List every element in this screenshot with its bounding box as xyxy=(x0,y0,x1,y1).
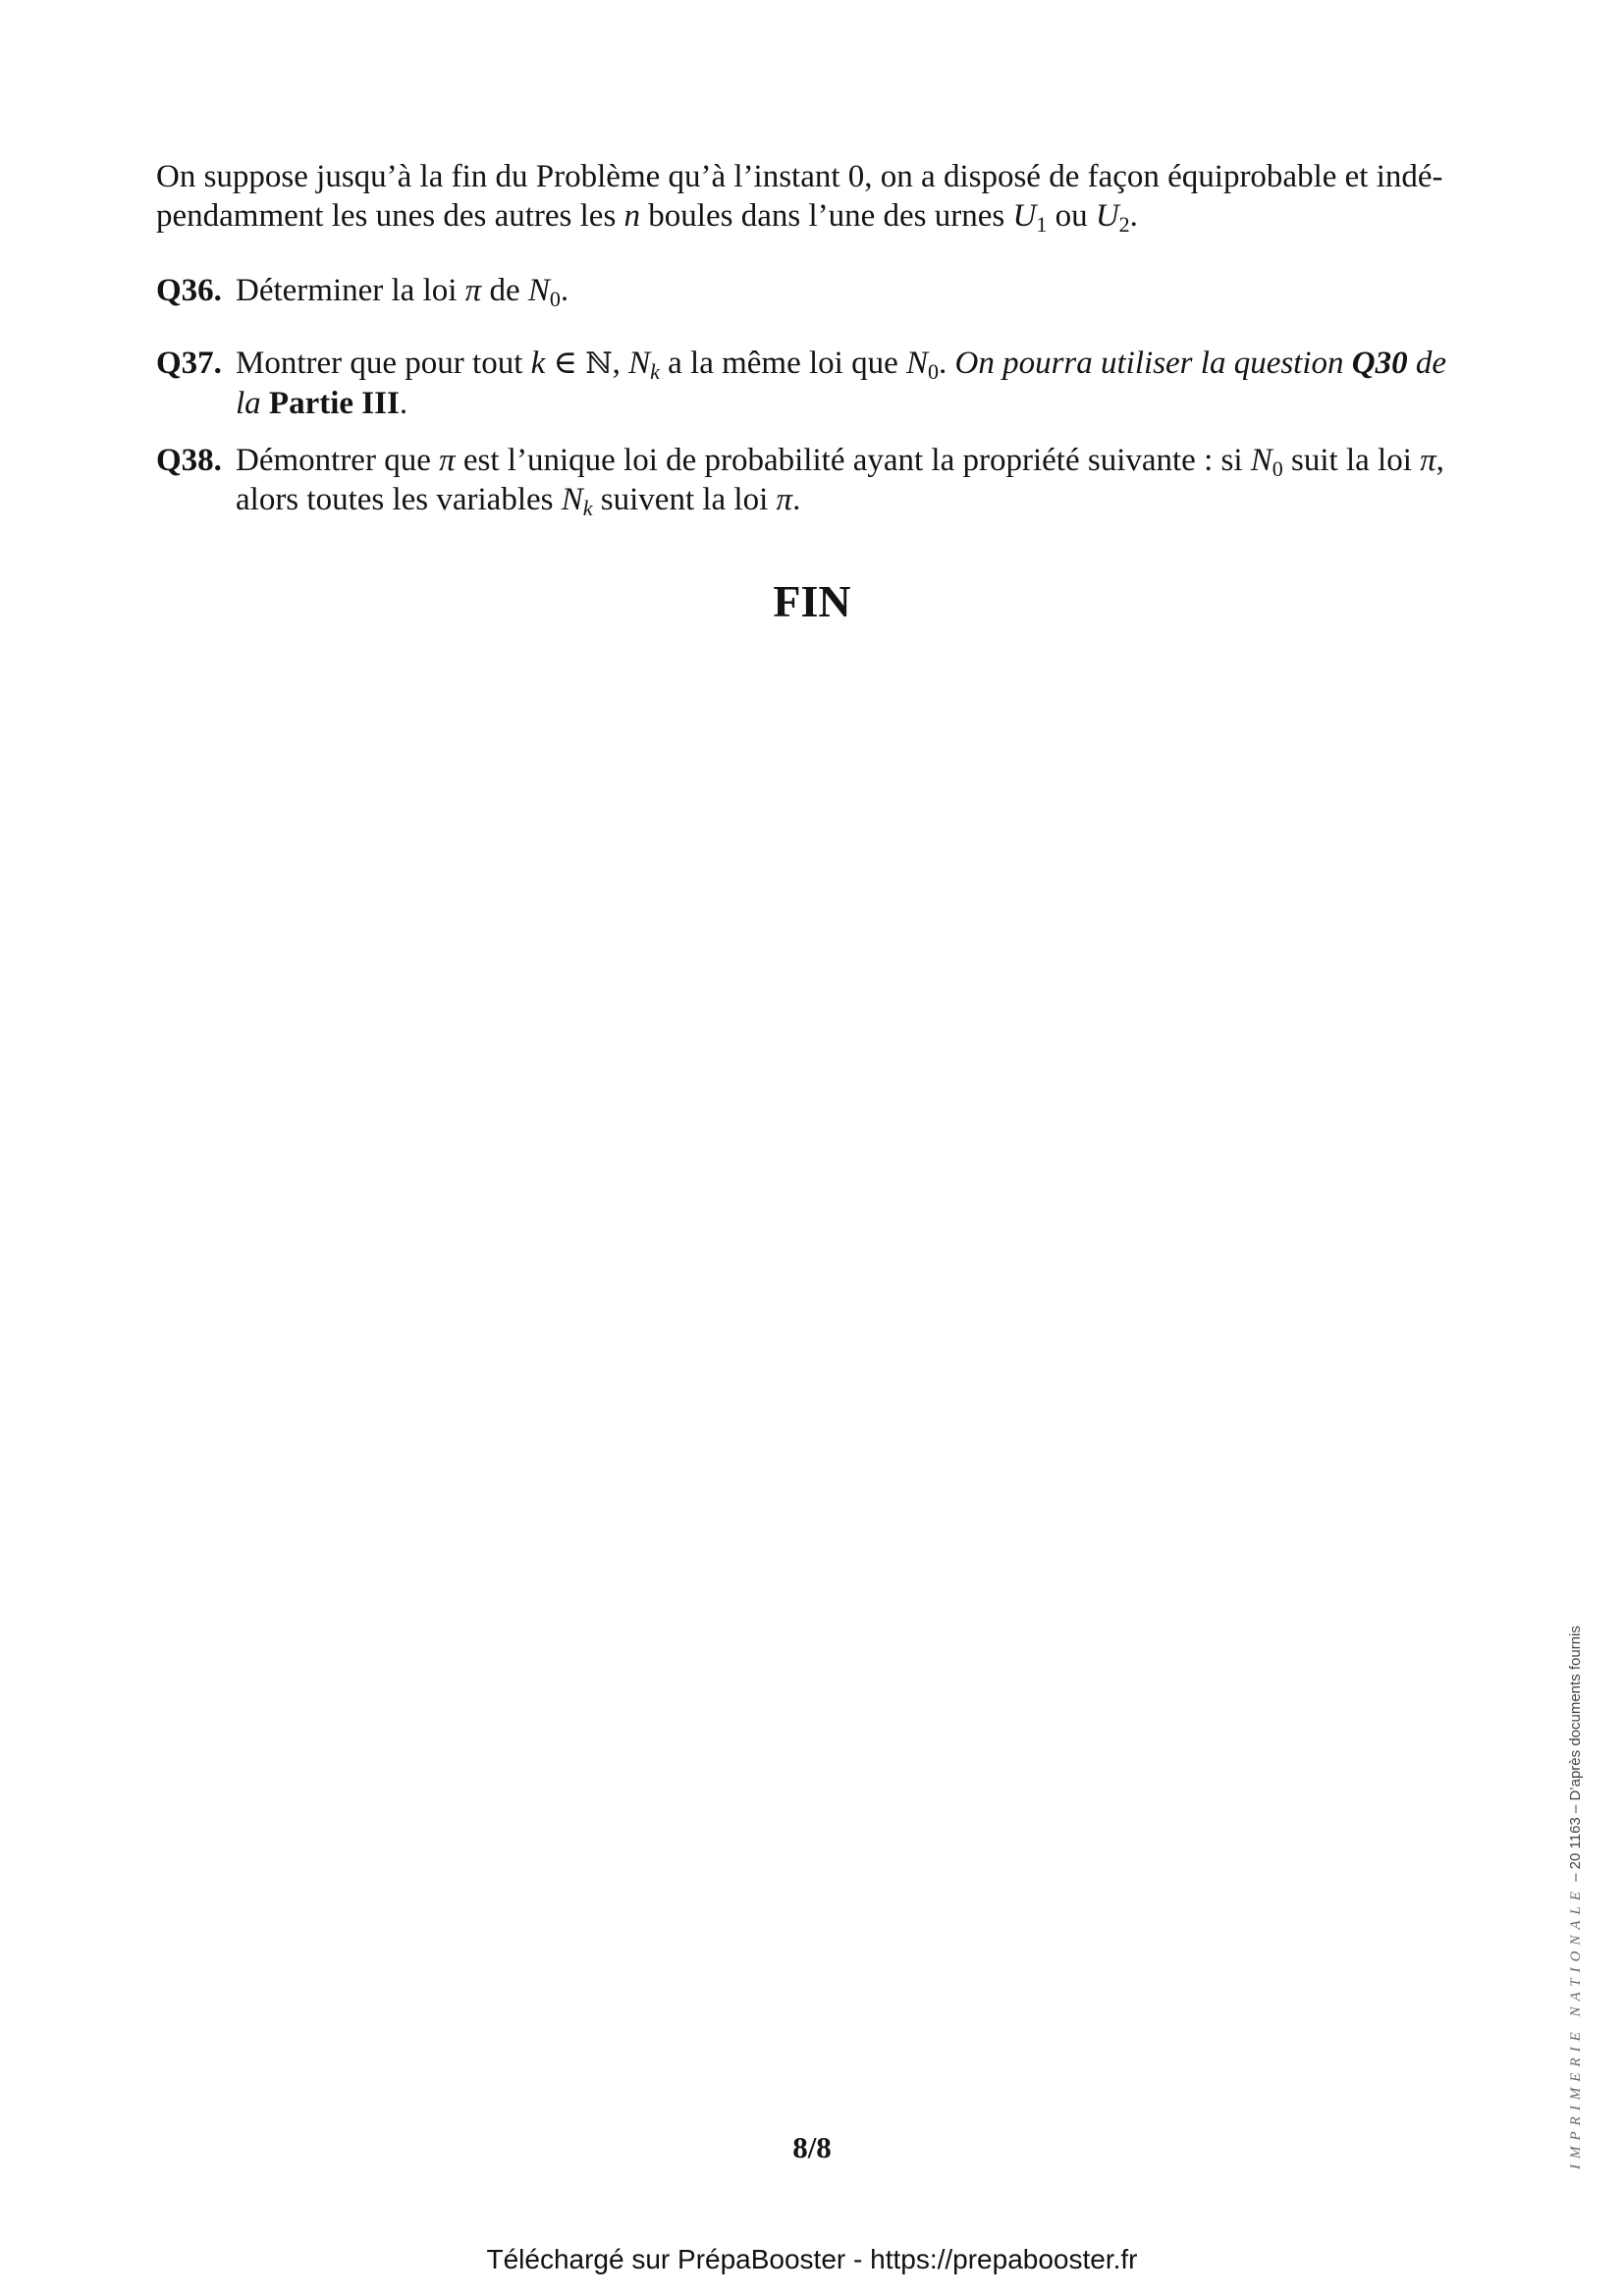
question-text: , xyxy=(1435,443,1444,478)
question-text: Démontrer que xyxy=(236,443,440,478)
question-q36 xyxy=(156,271,1472,310)
math-var-N: N xyxy=(1250,443,1272,478)
question-hint: la xyxy=(236,386,261,421)
intro-text: pendamment les unes des autres les xyxy=(156,198,624,234)
math-var-N: N xyxy=(905,346,928,381)
math-var-n: n xyxy=(623,198,641,234)
math-var-pi: π xyxy=(776,482,793,517)
question-body xyxy=(236,271,1472,310)
math-var-U: U xyxy=(1095,198,1119,234)
question-text: Déterminer la loi xyxy=(236,273,465,308)
intro-text: On suppose jusqu’à la fin du Problème qu’à l’instant 0, on a disposé de façon équiprobable et indé- xyxy=(156,159,1443,194)
intro-text: ou xyxy=(1047,198,1096,234)
question-text: suivent la loi xyxy=(592,482,777,517)
math-var-pi: π xyxy=(464,273,482,308)
intro-text: boules dans l’une des urnes xyxy=(640,198,1013,234)
printer-code: – 20 1163 – D’après documents fournis xyxy=(1567,1626,1584,1886)
question-text: suit la loi xyxy=(1282,443,1421,478)
math-subscript: k xyxy=(582,496,593,520)
question-text: . xyxy=(792,482,801,517)
question-text: , xyxy=(612,346,629,381)
question-text: Montrer que pour tout xyxy=(236,346,531,381)
question-label: Q36. xyxy=(156,273,222,308)
math-subscript: 2 xyxy=(1118,212,1130,237)
question-text: alors toutes les variables xyxy=(236,482,562,517)
question-label: Q37. xyxy=(156,346,222,381)
math-var-pi: π xyxy=(1420,443,1436,478)
question-reference: Q30 xyxy=(1351,346,1408,381)
question-text: est l’unique loi de probabilité ayant la propriété suivante : si xyxy=(455,443,1251,478)
math-subscript: k xyxy=(650,359,660,384)
question-text: . xyxy=(939,346,955,381)
question-hint: de xyxy=(1407,346,1447,381)
intro-text: . xyxy=(1129,198,1138,234)
question-body xyxy=(236,344,1472,423)
part-reference: Partie III xyxy=(268,386,400,421)
math-naturals: ℕ xyxy=(585,347,613,381)
math-subscript: 0 xyxy=(549,287,561,311)
math-var-N: N xyxy=(628,346,651,381)
question-text: . xyxy=(560,273,569,308)
math-var-pi: π xyxy=(439,443,456,478)
math-var-U: U xyxy=(1012,198,1037,234)
page-number: 8/8 xyxy=(792,2130,832,2164)
question-text: a la même loi que xyxy=(659,346,906,381)
math-symbol-in: ∈ xyxy=(545,346,586,381)
question-label: Q38. xyxy=(156,443,222,478)
question-body xyxy=(236,441,1472,519)
math-subscript: 1 xyxy=(1036,212,1048,237)
end-marker: FIN xyxy=(773,576,851,626)
math-var-N: N xyxy=(561,482,583,517)
math-var-k: k xyxy=(530,346,546,381)
question-q37 xyxy=(156,344,1472,423)
question-text: de xyxy=(481,273,528,308)
download-footer: Téléchargé sur PrépaBooster - https://prepabooster.fr xyxy=(486,2244,1138,2274)
printer-imprint xyxy=(1563,1541,1589,2169)
question-hint: On pourra utiliser la question xyxy=(954,346,1352,381)
printer-name: IMPRIMERIE NATIONALE xyxy=(1568,1886,1584,2169)
question-q38 xyxy=(156,441,1472,519)
math-subscript: 0 xyxy=(1272,456,1283,481)
math-subscript: 0 xyxy=(928,359,939,384)
math-var-N: N xyxy=(527,273,550,308)
intro-paragraph xyxy=(156,157,1468,236)
question-text: . xyxy=(399,386,408,421)
